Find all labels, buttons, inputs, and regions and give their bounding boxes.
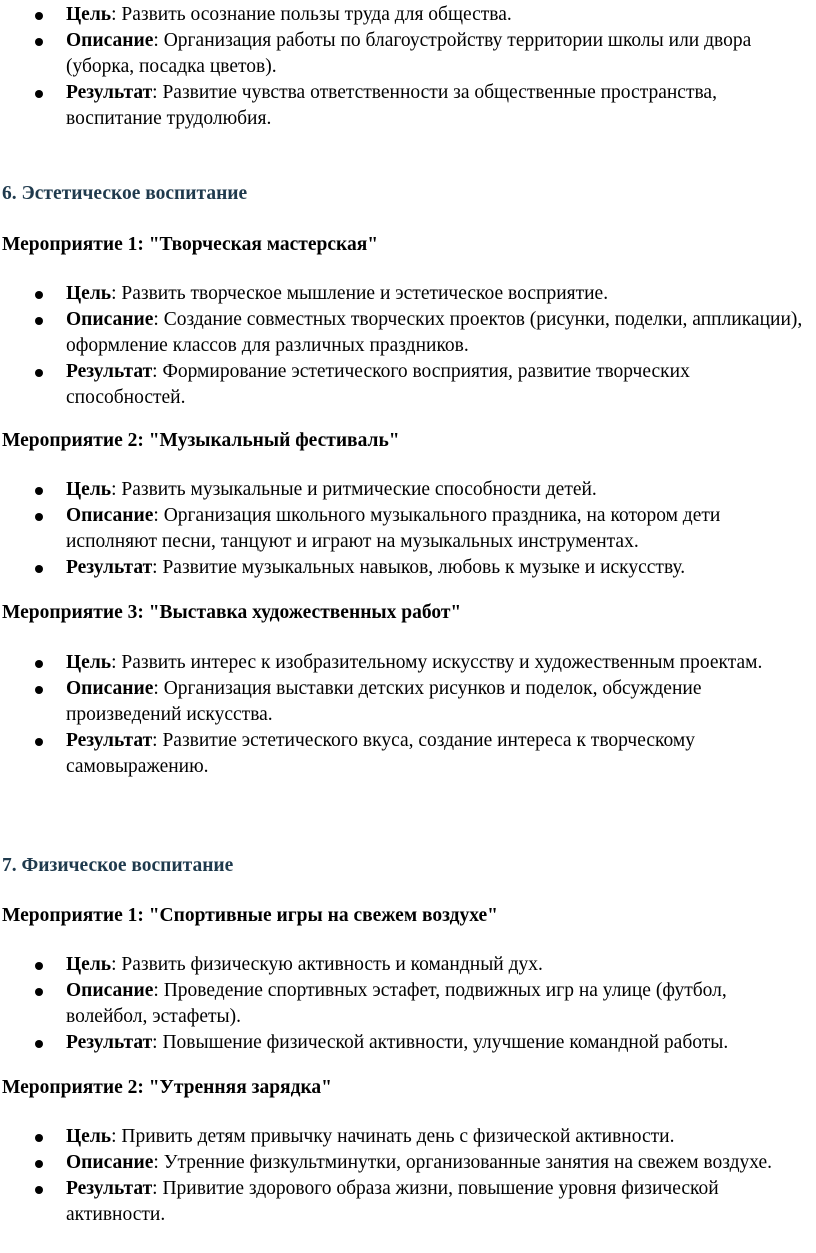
item-text: : Создание совместных творческих проектов (рисунки, поделки, аппликации), оформление классов для различных праздников. [66,309,803,356]
item-text: : Формирование эстетического восприятия, развитие творческих способностей. [66,361,690,408]
event-list [2,281,808,411]
section-6-heading-block [2,181,808,207]
item-label: Результат [66,82,153,103]
item-text: : Организация выставки детских рисунков и поделок, обсуждение произведений искусства. [66,678,702,725]
list-item [66,503,808,555]
item-label: Описание [66,309,154,330]
item-label: Описание [66,505,154,526]
s7-event-2-list-block [2,1124,808,1228]
item-text: : Развить осознание пользы труда для общества. [111,4,512,25]
item-label: Цель [66,954,112,975]
item-text: : Развить музыкальные и ритмические способности детей. [111,479,597,500]
list-item [66,1176,808,1228]
list-item [66,676,808,728]
event-heading: Мероприятие 1: "Спортивные игры на свежем воздухе" [2,905,498,926]
event-heading: Мероприятие 2: "Музыкальный фестиваль" [2,430,400,451]
item-text: : Развитие чувства ответственности за общественные пространства, воспитание трудолюбия. [66,82,717,129]
item-text: : Развить физическую активность и командный дух. [111,954,543,975]
section-7-heading-block [2,853,808,879]
s7-event-2 [2,1075,808,1101]
item-label: Результат [66,557,153,578]
item-label: Описание [66,1152,154,1173]
intro-block [2,2,808,132]
event-list [2,650,808,780]
event-heading: Мероприятие 3: "Выставка художественных работ" [2,602,462,623]
item-text: : Привить детям привычку начинать день с физической активности. [111,1126,675,1147]
list-item [66,28,808,80]
s6-event-3-list-block [2,650,808,780]
item-text: : Развитие музыкальных навыков, любовь к музыке и искусству. [152,557,686,578]
list-item [66,952,808,978]
list-item [66,1124,808,1150]
section-heading: 6. Эстетическое воспитание [2,183,248,204]
item-label: Результат [66,730,153,751]
section-heading: 7. Физическое воспитание [2,855,234,876]
s6-event-1-list-block [2,281,808,411]
list-item [66,359,808,411]
item-label: Результат [66,1032,153,1053]
item-text: : Организация работы по благоустройству территории школы или двора (уборка, посадка цветов). [66,30,752,77]
item-text: : Привитие здорового образа жизни, повышение уровня физической активности. [66,1178,719,1225]
item-label: Цель [66,479,112,500]
list-item [66,650,808,676]
item-text: : Организация школьного музыкального праздника, на котором дети исполняют песни, танцуют и играют на музыкальных инструментах. [66,505,721,552]
event-list [2,1124,808,1228]
list-item [66,728,808,780]
item-text: : Развитие эстетического вкуса, создание интереса к творческому самовыражению. [66,730,695,777]
list-item [66,1030,808,1056]
item-text: : Проведение спортивных эстафет, подвижных игр на улице (футбол, волейбол, эстафеты). [66,980,727,1027]
list-item [66,555,808,581]
item-label: Цель [66,4,112,25]
item-label: Цель [66,1126,112,1147]
item-text: : Развить интерес к изобразительному искусству и художественным проектам. [111,652,763,673]
item-label: Результат [66,1178,153,1199]
item-text: : Повышение физической активности, улучшение командной работы. [152,1032,729,1053]
list-item [66,477,808,503]
s6-event-2-list-block [2,477,808,581]
event-heading: Мероприятие 1: "Творческая мастерская" [2,234,379,255]
list-item [66,80,808,132]
list-item [66,1150,808,1176]
item-label: Описание [66,980,154,1001]
s7-event-1 [2,903,808,929]
item-label: Описание [66,30,154,51]
event-heading: Мероприятие 2: "Утренняя зарядка" [2,1077,332,1098]
item-label: Результат [66,361,153,382]
item-label: Цель [66,283,112,304]
list-item [66,978,808,1030]
s6-event-1 [2,232,808,258]
list-item [66,281,808,307]
s7-event-1-list-block [2,952,808,1056]
item-text: : Утренние физкультминутки, организованные занятия на свежем воздухе. [153,1152,773,1173]
intro-list [2,2,808,132]
s6-event-2 [2,428,808,454]
s6-event-3 [2,600,808,626]
item-text: : Развить творческое мышление и эстетическое восприятие. [111,283,609,304]
event-list [2,952,808,1056]
item-label: Описание [66,678,154,699]
list-item [66,307,808,359]
item-label: Цель [66,652,112,673]
list-item [66,2,808,28]
event-list [2,477,808,581]
